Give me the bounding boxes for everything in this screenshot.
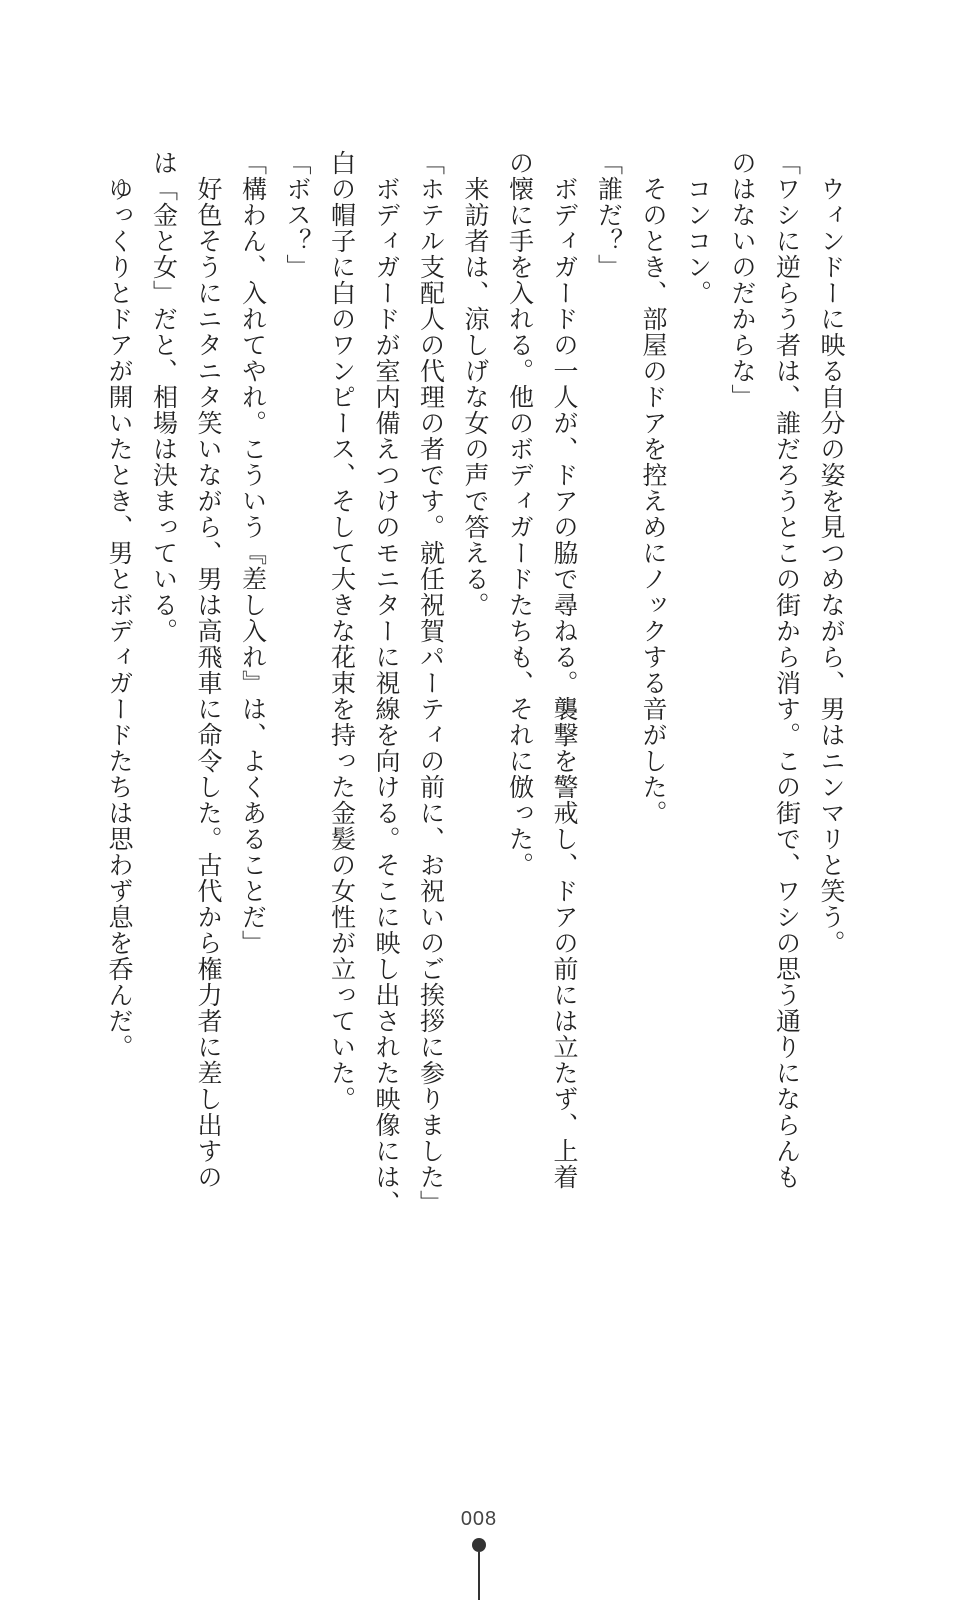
text-line-9: 来訪者は、涼しげな女の声で答える。 [461,176,490,619]
text-line-16: は「金と女」だと、相場は決まっている。 [149,150,179,644]
footer-line [478,1552,480,1600]
text-line-10: 「ホテル支配人の代理の者です。就任祝賀パーティの前に、お祝いのご挨拶に参りました」 [416,150,446,1216]
vertical-text-body [97,150,854,1300]
text-line-6: 「誰だ？」 [594,150,624,280]
text-line-17: ゆっくりとドアが開いたとき、男とボディガードたちは思わず息を呑んだ。 [105,176,134,1061]
text-line-12: 白の帽子に白のワンピース、そして大きな花束を持った金髪の女性が立っていた。 [327,150,357,1112]
text-line-3: のはないのだからな」 [728,150,757,410]
footer-dot-icon [472,1538,486,1552]
text-line-2: 「ワシに逆らう者は、誰だろうとこの街から消す。この街で、ワシの思う通りにならんも [772,150,802,1190]
text-line-13: 「ボス？」 [283,150,312,280]
text-line-5: そのとき、部屋のドアを控えめにノックする音がした。 [639,176,668,827]
text-line-1: ウィンドーに映る自分の姿を見つめながら、男はニンマリと笑う。 [817,176,846,957]
text-line-4: コンコン。 [683,176,713,307]
text-line-11: ボディガードが室内備えつけのモニターに視線を向ける。そこに映し出された映像には、 [372,176,401,1217]
text-line-7: ボディガードの一人が、ドアの脇で尋ねる。襲撃を警戒し、ドアの前には立たず、上着 [550,176,579,1191]
text-line-8: の懐に手を入れる。他のボディガードたちも、それに倣った。 [505,150,535,878]
text-line-15: 好色そうにニタニタ笑いながら、男は高飛車に命令した。古代から権力者に差し出すの [194,176,223,1191]
footer-ornament [472,1538,486,1600]
page-number: 008 [460,1508,498,1530]
text-line-14: 「構わん、入れてやれ。こういう『差し入れ』は、よくあることだ」 [238,150,268,956]
